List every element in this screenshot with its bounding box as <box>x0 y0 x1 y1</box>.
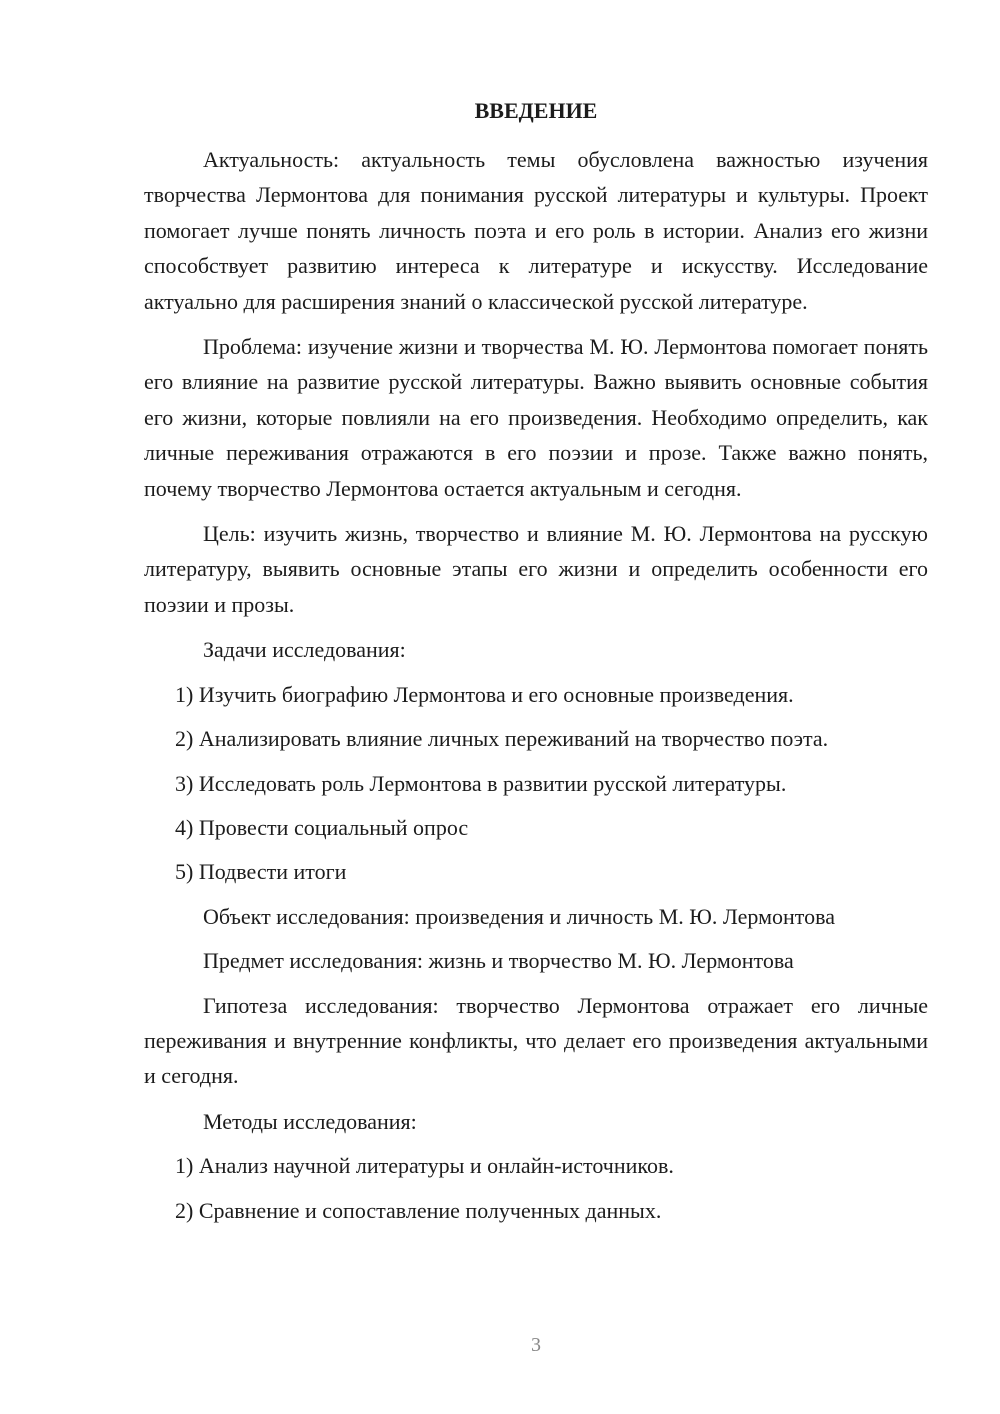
research-object: Объект исследования: произведения и личность М. Ю. Лермонтова <box>203 903 835 929</box>
research-subject: Предмет исследования: жизнь и творчество М. Ю. Лермонтова <box>203 948 794 974</box>
goal-paragraph: Цель: изучить жизнь, творчество и влияние М. Ю. Лермонтова на русскую литературу, выявить основные этапы его жизни и определить особенности его поэзии и прозы. <box>144 521 928 617</box>
task-item: 2) Анализировать влияние личных переживаний на творчество поэта. <box>175 726 829 752</box>
hypothesis-paragraph: Гипотеза исследования: творчество Лермонтова отражает его личные переживания и внутренние конфликты, что делает его произведения актуальными и сегодня. <box>144 992 928 1089</box>
page-number: 3 <box>531 1334 541 1356</box>
relevance-paragraph: Актуальность: актуальность темы обусловлена важностью изучения творчества Лермонтова для понимания русской литературы и культуры. Проект помогает лучше понять личность поэта и его роль в истории. Анализ его жизни способствует развитию интереса к литературе и искусству. Исследование актуально для расширения знаний о классической русской литературе. <box>144 147 928 314</box>
methods-heading: Методы исследования: <box>203 1108 417 1134</box>
method-item: 2) Сравнение и сопоставление полученных данных. <box>175 1197 662 1223</box>
task-item: 5) Подвести итоги <box>175 859 347 885</box>
section-title: ВВЕДЕНИЕ <box>474 98 598 123</box>
task-item: 3) Исследовать роль Лермонтова в развитии русской литературы. <box>175 770 787 796</box>
document-body <box>144 142 928 1237</box>
problem-paragraph: Проблема: изучение жизни и творчества М. Ю. Лермонтова помогает понять его влияние на развитие русской литературы. Важно выявить основные события его жизни, которые повлияли на его произведения. Необходимо определить, как личные переживания отражаются в его поэзии и прозе. Также важно понять, почему творчество Лермонтова остается актуальным и сегодня. <box>144 334 928 501</box>
method-item: 1) Анализ научной литературы и онлайн-источников. <box>175 1153 674 1179</box>
tasks-heading: Задачи исследования: <box>203 637 406 663</box>
task-item: 4) Провести социальный опрос <box>175 814 469 840</box>
task-item: 1) Изучить биографию Лермонтова и его основные произведения. <box>175 681 794 707</box>
